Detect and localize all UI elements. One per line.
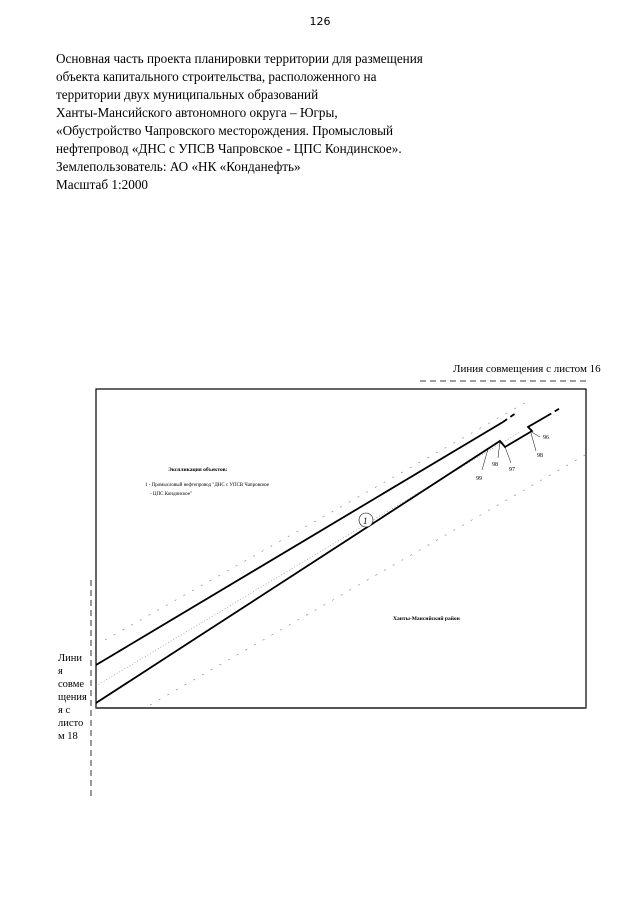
header-line: Землепользователь: АО «НК «Конданефть» bbox=[56, 159, 301, 174]
point-label: 98 bbox=[537, 453, 543, 459]
setback-line bbox=[105, 400, 530, 640]
corridor-lower-boundary bbox=[96, 416, 547, 703]
header-line: объекта капитального строительства, расположенного на bbox=[56, 69, 377, 84]
point-label: 96 bbox=[543, 435, 549, 441]
header-line: нефтепровод «ДНС с УПСВ Чапровское - ЦПС Кондинское». bbox=[56, 141, 402, 156]
header-line: «Обустройство Чапровского месторождения. Промысловый bbox=[56, 123, 394, 138]
header-line: Масштаб 1:2000 bbox=[56, 177, 149, 192]
leader-line bbox=[498, 441, 500, 458]
header-line: Основная часть проекта планировки территории для размещения bbox=[56, 51, 423, 66]
legend-title: Экспликация объектов: bbox=[168, 467, 228, 473]
label-line: м 18 bbox=[58, 731, 78, 742]
district-label: Ханты-Мансийский район bbox=[393, 616, 460, 622]
point-label: 99 bbox=[476, 476, 482, 482]
legend-item: - ЦПС Кондинское" bbox=[150, 492, 193, 497]
corridor-upper-boundary bbox=[96, 422, 503, 665]
header-line: территории двух муниципальных образований bbox=[56, 87, 319, 102]
top-match-line-label: Линия совмещения с листом 16 bbox=[453, 363, 601, 375]
corridor-upper-extension bbox=[503, 413, 516, 422]
legend-item: 1 - Промысловый нефтепровод "ДНС с УПСВ Чапровское bbox=[145, 483, 270, 488]
label-line: я с bbox=[58, 705, 71, 716]
header-line: Ханты-Мансийского автономного округа – Югры, bbox=[56, 105, 338, 120]
label-line: Лини bbox=[58, 653, 82, 664]
object-marker-label: 1 bbox=[363, 516, 368, 526]
point-label: 97 bbox=[509, 467, 515, 473]
label-line: щения bbox=[58, 692, 87, 703]
setback-line bbox=[150, 455, 585, 705]
label-line: я bbox=[58, 666, 63, 677]
leader-line bbox=[531, 433, 536, 451]
corridor-lower-extension bbox=[547, 407, 562, 416]
map-frame bbox=[96, 389, 586, 708]
label-line: совме bbox=[58, 679, 84, 690]
point-label: 98 bbox=[492, 462, 498, 468]
page-number: 126 bbox=[309, 15, 331, 28]
label-line: листо bbox=[58, 718, 84, 729]
leader-line bbox=[505, 447, 511, 463]
